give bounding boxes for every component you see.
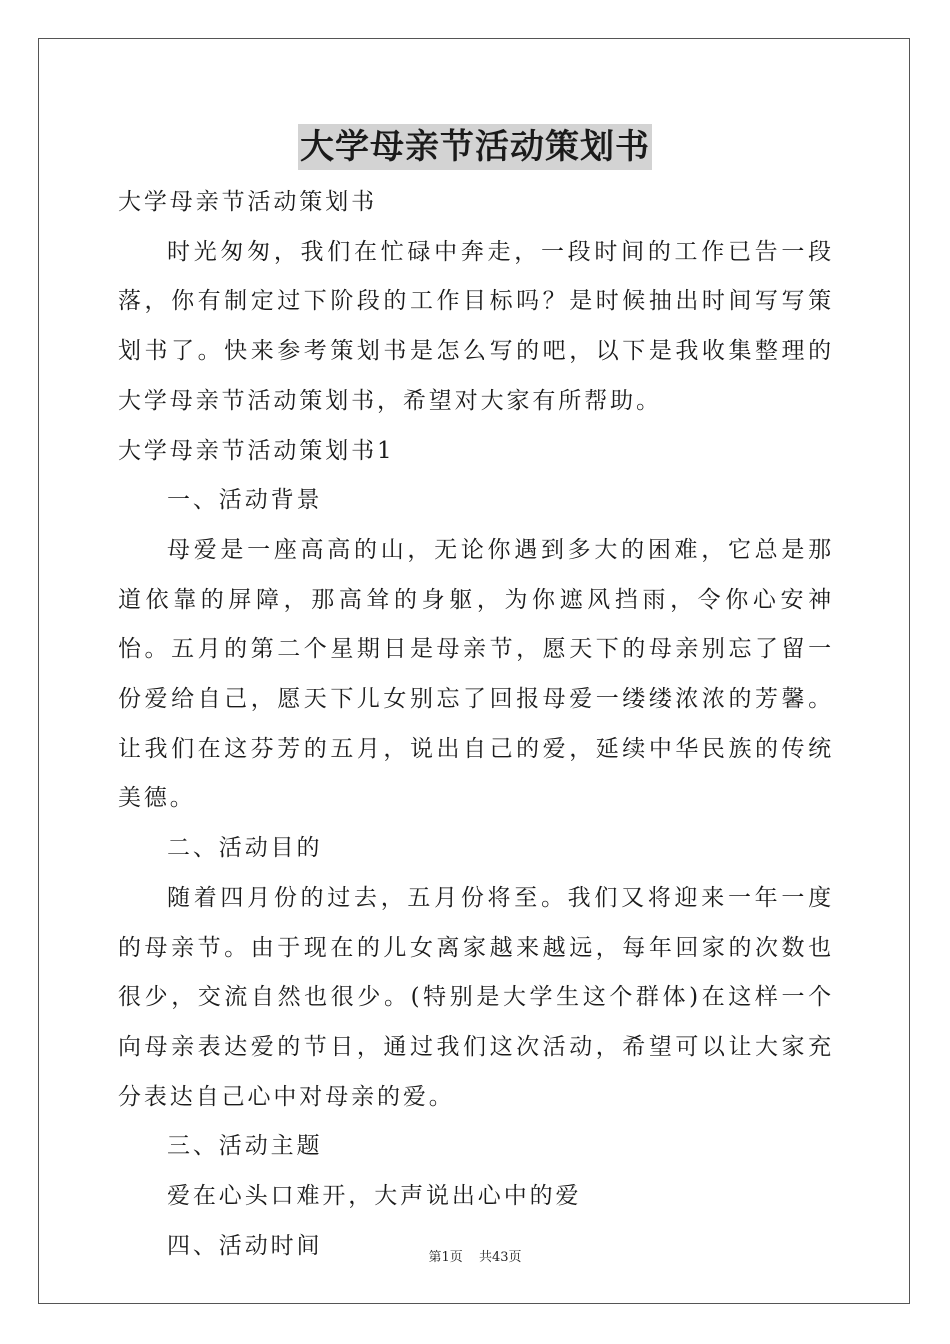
heading-background: 一、活动背景 xyxy=(167,487,323,514)
background-paragraph: 母爱是一座高高的山，无论你遇到多大的困难，它总是那道依靠的屏障，那高耸的身躯，为你遮风挡雨，令你心安神怡。五月的第二个星期日是母亲节，愿天下的母亲别忘了留一份爱给自己，愿天下儿女别忘了回报母爱一缕缕浓浓的芳馨。让我们在这芬芳的五月，说出自己的爱，延续中华民族的传统美德。 xyxy=(118,536,834,812)
heading-purpose: 二、活动目的 xyxy=(167,835,323,862)
intro-paragraph: 时光匆匆，我们在忙碌中奔走，一段时间的工作已告一段落，你有制定过下阶段的工作目标吗？是时候抽出时间写写策划书了。快来参考策划书是怎么写的吧，以下是我收集整理的大学母亲节活动策划书，希望对大家有所帮助。 xyxy=(118,238,834,414)
heading-theme: 三、活动主题 xyxy=(167,1133,323,1160)
subtitle-paragraph: 大学母亲节活动策划书 xyxy=(118,189,377,215)
heading-time: 四、活动时间 xyxy=(167,1232,323,1259)
purpose-paragraph: 随着四月份的过去，五月份将至。我们又将迎来一年一度的母亲节。由于现在的儿女离家越来越远，每年回家的次数也很少，交流自然也很少。(特别是大学生这个群体)在这样一个向母亲表达爱的节日，通过我们这次活动，希望可以让大家充分表达自己心中对母亲的爱。 xyxy=(118,884,834,1110)
document-title: 大学母亲节活动策划书 xyxy=(298,124,652,170)
total-pages: 共43页 xyxy=(478,1250,522,1265)
page-number: 第1页 xyxy=(428,1250,463,1265)
page-footer xyxy=(0,1246,950,1265)
title-container xyxy=(0,124,950,170)
theme-paragraph: 爱在心头口难开，大声说出心中的爱 xyxy=(167,1183,582,1210)
document-body xyxy=(118,178,834,1271)
section-heading-plan-1: 大学母亲节活动策划书1 xyxy=(118,437,395,464)
